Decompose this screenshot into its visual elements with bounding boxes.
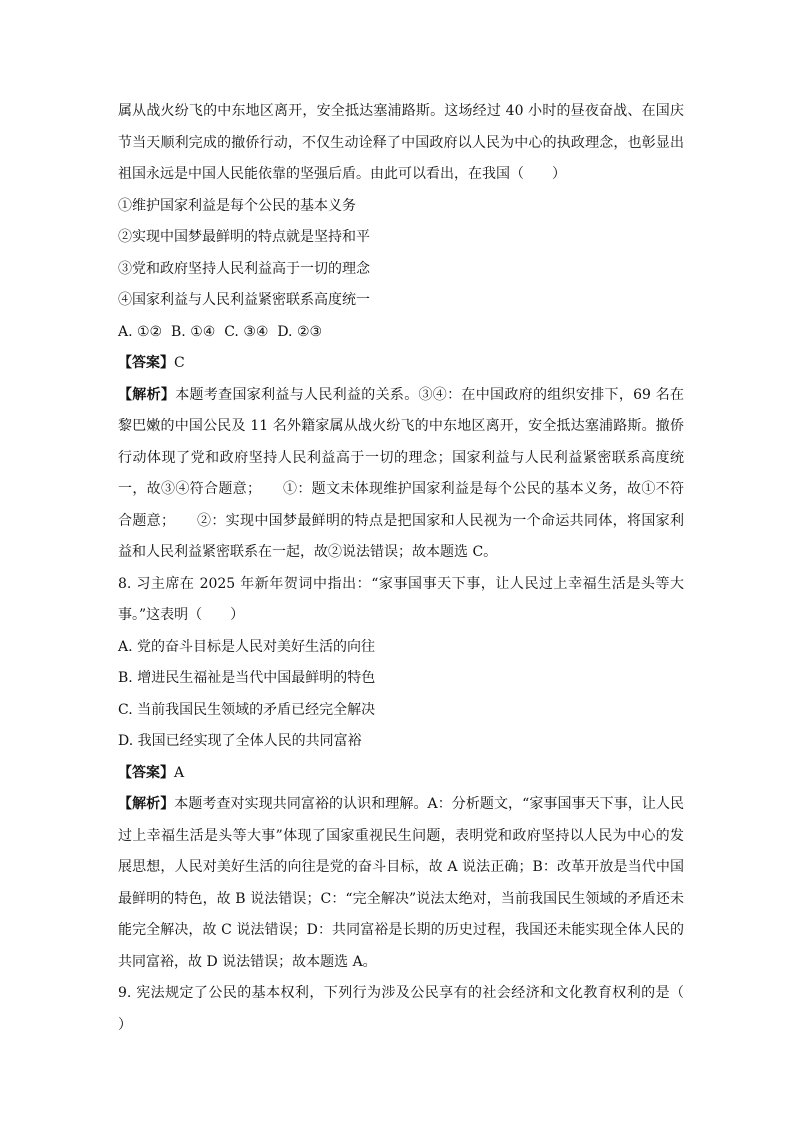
question-7-answer xyxy=(118,348,684,380)
question-8-option-b: B. 增进民生福祉是当代中国最鲜明的特色 xyxy=(118,670,376,686)
question-8-option-d: D. 我国已经实现了全体人民的共同富裕 xyxy=(118,733,362,749)
analysis-text: 本题考查国家利益与人民利益的关系。③④：在中国政府的组织安排下，69 名在黎巴嫩的中国公民及 11 名外籍家属从战火纷飞的中东地区离开，安全抵达塞浦路斯。撤侨行动体现了党和政府坚持人民利益高于一切的理念；国家利益与人民利益紧密联系高度统一，故③④符合题意； ①：题文未体现维护国家利益是每个公民的基本义务，故①不符合题意； ②：实现中国梦最鲜明的特点是把国家和人民视为一个命运共同体，将国家利益和人民利益紧密联系在一起，故②说法错误；故本题选 C。 xyxy=(118,386,685,560)
question-8-stem: 8. 习主席在 2025 年新年贺词中指出：“家事国事天下事，让人民过上幸福生活是头等大事。”这表明（ ） xyxy=(118,575,684,623)
question-7-item-3: ③党和政府坚持人民利益高于一切的理念 xyxy=(118,260,370,277)
analysis-text: 本题考查对实现共同富裕的认识和理解。A：分析题文，“家事国事天下事，让人民过上幸福生活是头等大事”体现了国家重视民生问题，表明党和政府坚持以人民为中心的发展思想，人民对美好生活的向往是党的奋斗目标，故 A 说法正确；B：改革开放是当代中国最鲜明的特色，故 B 说法错误；C：“完全解决”说法太绝对，当前我国民生领域的矛盾还未能完全解决，故 C 说法错误；D：共同富裕是长期的历史过程，我国还未能实现全体人民的共同富裕，故 D 说法错误；故本题选 A。 xyxy=(118,796,685,970)
answer-tag: 【答案】 xyxy=(118,355,174,371)
analysis-tag: 【解析】 xyxy=(118,386,176,403)
question-9-stem: 9. 宪法规定了公民的基本权利，下列行为涉及公民享有的社会经济和文化教育权利的是（ ） xyxy=(118,985,712,1033)
answer-value: C xyxy=(174,355,185,371)
answer-value: A xyxy=(174,764,185,781)
question-8-answer xyxy=(118,758,684,790)
analysis-tag: 【解析】 xyxy=(118,796,175,812)
question-7-analysis xyxy=(118,380,684,569)
question-8-option-a: A. 党的奋斗目标是人民对美好生活的向往 xyxy=(118,638,376,655)
question-7-item-4: ④国家利益与人民利益紧密联系高度统一 xyxy=(118,292,370,308)
question-7-options: A. ①② B. ①④ C. ③④ D. ②③ xyxy=(118,323,323,340)
question-8-analysis xyxy=(118,789,684,978)
question-8-option-c: C. 当前我国民生领域的矛盾已经完全解决 xyxy=(118,701,376,718)
question-7-item-1: ①维护国家利益是每个公民的基本义务 xyxy=(118,197,356,214)
answer-tag: 【答案】 xyxy=(118,764,174,781)
question-7-item-2: ②实现中国梦最鲜明的特点就是坚持和平 xyxy=(118,229,370,245)
question-7-stem: 属从战火纷飞的中东地区离开，安全抵达塞浦路斯。这场经过 40 小时的昼夜奋战、在国庆节当天顺利完成的撤侨行动，不仅生动诠释了中国政府以人民为中心的执政理念，也彰显出祖国永远是中国人民能依靠的坚强后盾。由此可以看出，在我国（ ） xyxy=(118,103,684,182)
document-page xyxy=(118,96,712,1041)
